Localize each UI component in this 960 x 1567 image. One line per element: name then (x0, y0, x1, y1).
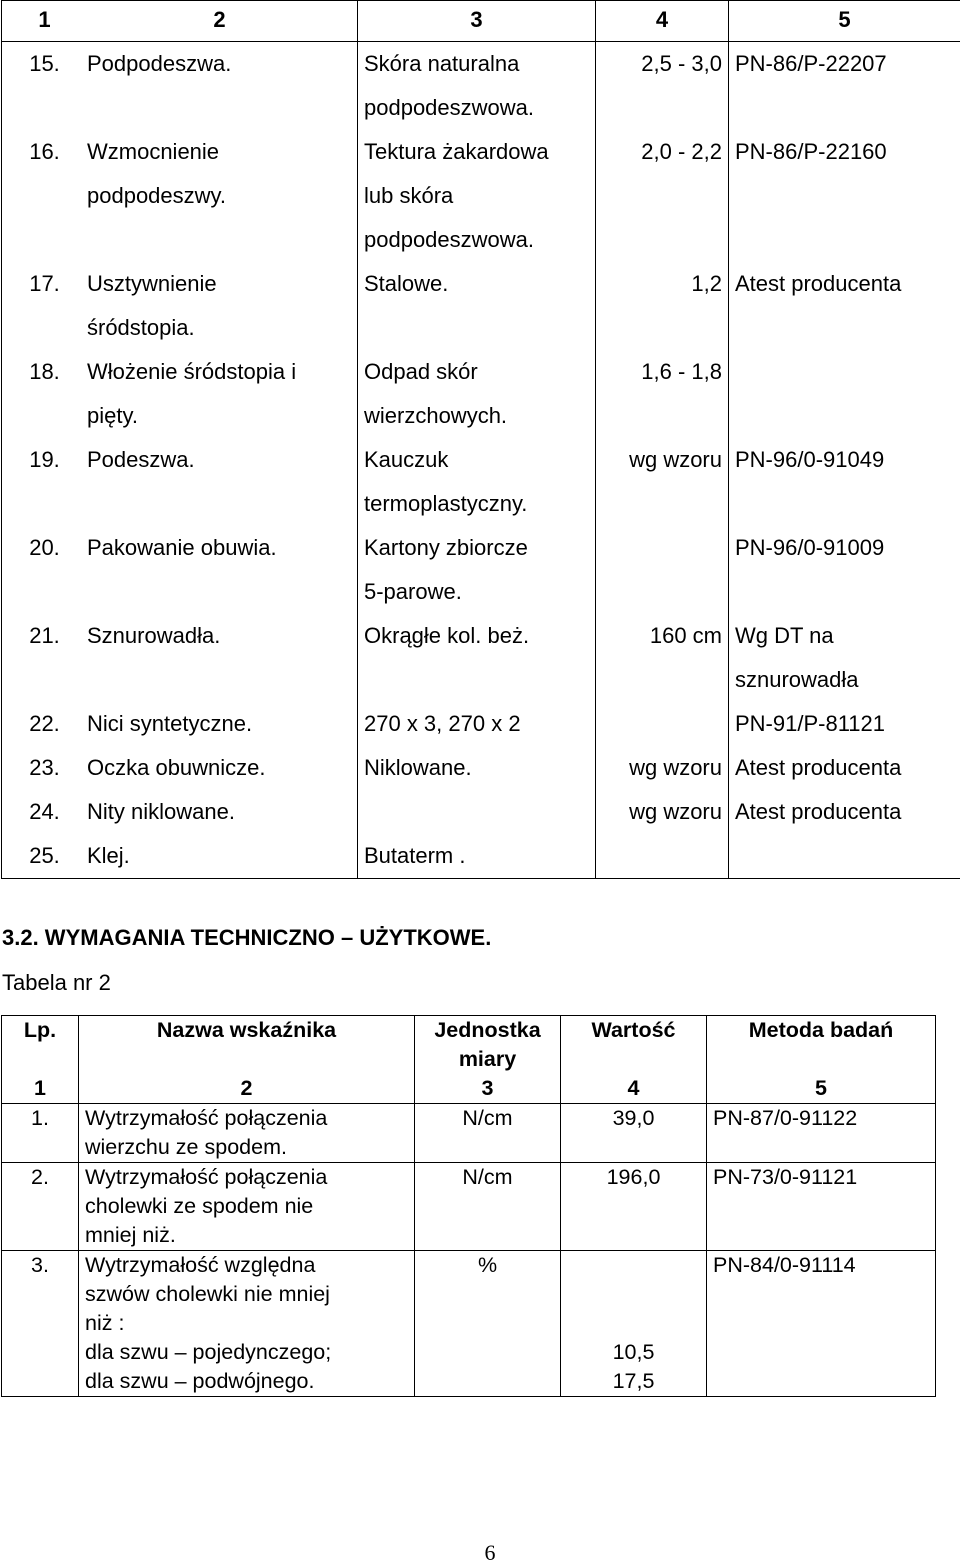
header-cell: 3 (358, 1, 596, 42)
cell-line: Odpad skór (364, 359, 478, 384)
material-cell (358, 834, 596, 879)
cell-line: wierzchu ze spodem. (85, 1135, 287, 1159)
header-cell (2, 1, 358, 42)
cell-line: podpodeszwowa. (364, 227, 535, 252)
item-name: Klej. (87, 843, 130, 868)
cell-line (2, 526, 357, 570)
cell-line: lub skóra (364, 183, 454, 208)
table-row (2, 438, 960, 526)
row-number (2, 394, 87, 438)
row-number: 15. (29, 51, 60, 76)
name-cell (2, 526, 358, 614)
cell-line: Kartony zbiorcze (364, 535, 528, 560)
cell-line (2, 174, 357, 218)
value-cell (596, 746, 729, 790)
material-cell (358, 526, 596, 614)
cell-line: 270 x 3, 270 x 2 (364, 711, 521, 736)
value-cell (596, 834, 729, 879)
header-number: 1 (2, 1074, 79, 1104)
table-row (2, 834, 960, 879)
value-cell (561, 1251, 707, 1397)
table-row (2, 350, 960, 438)
value-text: wg wzoru (629, 447, 722, 472)
norm-cell (729, 42, 960, 131)
value-cell (596, 42, 729, 131)
value-text: 1,6 - 1,8 (641, 359, 722, 384)
row-number: 21. (29, 623, 60, 648)
cell-line: mniej niż. (85, 1223, 176, 1247)
unit-cell: N/cm (415, 1163, 561, 1251)
material-cell (358, 350, 596, 438)
row-number: 22. (29, 711, 60, 736)
header-cell: 4 (596, 1, 729, 42)
name-cell (2, 262, 358, 350)
indicator-name (79, 1251, 415, 1397)
method-cell: PN-87/0-91122 (707, 1104, 936, 1163)
item-name: Sznurowadła. (87, 623, 221, 648)
method-cell: PN-73/0-91121 (707, 1163, 936, 1251)
name-cell (2, 746, 358, 790)
item-name: Pakowanie obuwia. (87, 535, 277, 560)
cell-line (561, 1251, 706, 1280)
value-cell (596, 702, 729, 746)
cell-line: PN-96/0-91009 (735, 535, 885, 560)
cell-line: dla szwu – podwójnego. (85, 1369, 315, 1393)
cell-line: niż : (85, 1311, 125, 1335)
cell-line: sznurowadła (735, 667, 859, 692)
item-name: Nici syntetyczne. (87, 711, 253, 736)
norm-cell (729, 614, 960, 702)
material-cell (358, 438, 596, 526)
table2-row (2, 1251, 936, 1397)
cell-line: PN-86/P-22207 (735, 51, 887, 76)
cell-line: Niklowane. (364, 755, 472, 780)
value-cell (596, 614, 729, 702)
item-name: Wzmocnienie (87, 139, 220, 164)
norm-cell (729, 526, 960, 614)
value-cell (596, 350, 729, 438)
material-cell (358, 42, 596, 131)
table-row (2, 790, 960, 834)
value-cell (596, 130, 729, 262)
material-cell (358, 130, 596, 262)
cell-line: Wytrzymałość względna (85, 1253, 316, 1277)
name-cell (2, 42, 358, 131)
header-cell: Metoda badań (707, 1016, 936, 1075)
page-number: 6 (484, 1540, 496, 1565)
cell-line: Stalowe. (364, 271, 449, 296)
norm-cell (729, 438, 960, 526)
norm-cell (729, 350, 960, 438)
name-cell (2, 438, 358, 526)
name-cell (2, 790, 358, 834)
cell-line (2, 614, 357, 658)
cell-line (2, 42, 357, 86)
cell-line: Atest producenta (735, 755, 902, 780)
value-cell (596, 438, 729, 526)
cell-line (2, 746, 357, 790)
table-row (2, 702, 960, 746)
table-row (2, 614, 960, 702)
item-name: śródstopia. (87, 315, 195, 340)
value-text: 160 cm (649, 623, 722, 648)
indicator-name (79, 1163, 415, 1251)
item-name: Podeszwa. (87, 447, 195, 472)
cell-line: 196,0 (606, 1165, 661, 1189)
cell-line: cholewki ze spodem nie (85, 1194, 314, 1218)
cell-line (735, 350, 960, 394)
value-text: wg wzoru (629, 799, 722, 824)
item-name: Nity niklowane. (87, 799, 235, 824)
material-cell (358, 746, 596, 790)
material-cell (358, 614, 596, 702)
value-text (596, 702, 722, 746)
table2-row (2, 1163, 936, 1251)
item-name: podpodeszwy. (87, 183, 227, 208)
header-cell: 5 (729, 1, 960, 42)
cell-line: termoplastyczny. (364, 491, 528, 516)
technical-requirements-table (1, 1015, 936, 1397)
value-cell (596, 790, 729, 834)
item-name: Usztywnienie (87, 271, 217, 296)
row-number: 17. (29, 271, 60, 296)
cell-line: Kauczuk (364, 447, 449, 472)
table-caption: Tabela nr 2 (2, 970, 111, 995)
cell-line: podpodeszwowa. (364, 95, 535, 120)
value-cell (596, 526, 729, 614)
cell-line (2, 702, 357, 746)
item-name: Włożenie śródstopia i (87, 359, 297, 384)
table-row (2, 130, 960, 262)
cell-line: 17,5 (612, 1369, 655, 1393)
cell-line: 5-parowe. (364, 579, 462, 604)
header-number: 1 (38, 7, 51, 32)
value-cell (561, 1163, 707, 1251)
unit-cell: N/cm (415, 1104, 561, 1163)
norm-cell (729, 790, 960, 834)
name-cell (2, 130, 358, 262)
name-cell (2, 350, 358, 438)
cell-line: PN-86/P-22160 (735, 139, 887, 164)
name-cell (2, 834, 358, 879)
cell-line: Atest producenta (735, 799, 902, 824)
cell-line: PN-91/P-81121 (735, 711, 886, 736)
value-cell (596, 262, 729, 350)
header-cell: Nazwa wskaźnika (79, 1016, 415, 1075)
header-number: 4 (561, 1074, 707, 1104)
row-number: 25. (29, 843, 60, 868)
cell-line (2, 438, 357, 482)
cell-line (2, 790, 357, 834)
method-cell: PN-84/0-91114 (707, 1251, 936, 1397)
cell-line: dla szwu – pojedynczego; (85, 1340, 332, 1364)
value-text: 1,2 (691, 271, 722, 296)
cell-line: szwów cholewki nie mniej (85, 1282, 330, 1306)
cell-line: Butaterm . (364, 843, 466, 868)
row-number: 20. (29, 535, 60, 560)
header-cell: Lp. (2, 1016, 79, 1075)
cell-line: 39,0 (612, 1106, 655, 1130)
cell-line (561, 1309, 706, 1338)
value-cell (561, 1104, 707, 1163)
row-number (2, 306, 87, 350)
cell-line: 10,5 (612, 1340, 655, 1364)
cell-line: Wytrzymałość połączenia (85, 1106, 328, 1130)
value-text: 2,5 - 3,0 (641, 51, 722, 76)
item-name: Podpodeszwa. (87, 51, 232, 76)
cell-line (2, 306, 357, 350)
row-number: 23. (29, 755, 60, 780)
cell-line: Atest producenta (735, 271, 902, 296)
material-cell (358, 702, 596, 746)
table2-number-row (2, 1074, 936, 1104)
name-cell (2, 702, 358, 746)
cell-line (561, 1280, 706, 1309)
row-number: 3. (2, 1251, 79, 1397)
unit-cell: % (415, 1251, 561, 1397)
norm-cell (729, 130, 960, 262)
cell-line: Okrągłe kol. beż. (364, 623, 530, 648)
indicator-name (79, 1104, 415, 1163)
row-number (2, 174, 87, 218)
row-number: 18. (29, 359, 60, 384)
cell-line: wierzchowych. (364, 403, 508, 428)
header-cell: Wartość (561, 1016, 707, 1075)
row-number: 2. (2, 1163, 79, 1251)
header-number: 3 (415, 1074, 561, 1104)
table-row (2, 746, 960, 790)
cell-line (364, 790, 595, 834)
cell-line: Skóra naturalna (364, 51, 520, 76)
norm-cell (729, 262, 960, 350)
header-number: 2 (213, 7, 226, 32)
row-number: 16. (29, 139, 60, 164)
section-title: 3.2. WYMAGANIA TECHNICZNO – UŻYTKOWE. (2, 925, 492, 950)
value-text (596, 834, 722, 878)
material-cell (358, 790, 596, 834)
cell-line: PN-96/0-91049 (735, 447, 885, 472)
header-number: 5 (707, 1074, 936, 1104)
item-name: Oczka obuwnicze. (87, 755, 266, 780)
row-number: 24. (29, 799, 60, 824)
value-text (596, 526, 722, 570)
norm-cell (729, 702, 960, 746)
cell-line (735, 834, 960, 878)
cell-line (2, 130, 357, 174)
cell-line: Wg DT na (735, 623, 834, 648)
cell-line (2, 394, 357, 438)
table-row (2, 42, 960, 131)
table-row (2, 262, 960, 350)
material-cell (358, 262, 596, 350)
table-row (2, 526, 960, 614)
table2-header-row (2, 1016, 936, 1075)
materials-table (1, 0, 960, 879)
table2-row (2, 1104, 936, 1163)
row-number: 19. (29, 447, 60, 472)
header-number: 2 (79, 1074, 415, 1104)
cell-line (2, 262, 357, 306)
cell-line (2, 834, 357, 878)
cell-line: Tektura żakardowa (364, 139, 549, 164)
header-cell: Jednostka miary (415, 1016, 561, 1075)
value-text: wg wzoru (629, 755, 722, 780)
name-cell (2, 614, 358, 702)
cell-line: Wytrzymałość połączenia (85, 1165, 328, 1189)
norm-cell (729, 746, 960, 790)
table-header-row (2, 1, 960, 42)
norm-cell (729, 834, 960, 879)
value-text: 2,0 - 2,2 (641, 139, 722, 164)
item-name: pięty. (87, 403, 138, 428)
cell-line (2, 350, 357, 394)
row-number: 1. (2, 1104, 79, 1163)
